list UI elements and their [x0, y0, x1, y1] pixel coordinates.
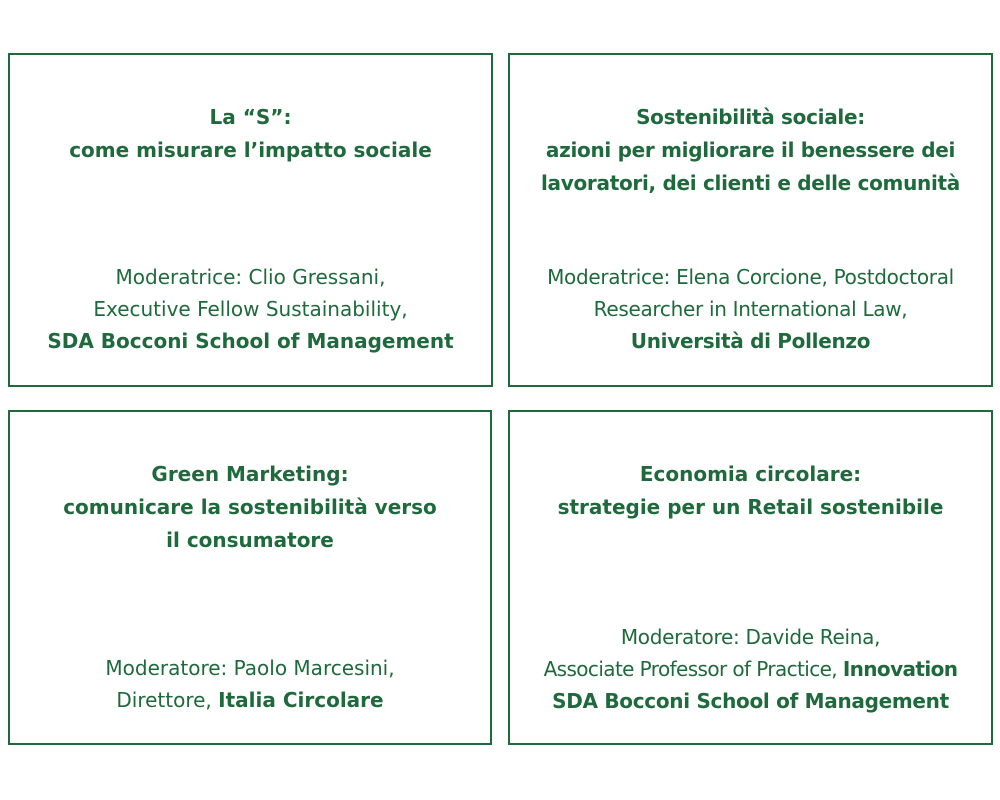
session-title-line: Green Marketing:: [151, 462, 349, 486]
session-title: [510, 458, 991, 524]
moderator-name: Moderatore: Davide Reina,: [620, 625, 881, 649]
moderator-department: Innovation: [842, 657, 958, 681]
moderator-role: Researcher in International Law,: [593, 297, 908, 321]
session-title-line: comunicare la sostenibilità verso: [63, 495, 437, 519]
moderator-organization: Università di Pollenzo: [630, 329, 871, 353]
moderator-role: Direttore,: [116, 688, 219, 712]
moderator-organization: Italia Circolare: [218, 688, 384, 712]
session-moderator: [10, 652, 490, 716]
session-title: [510, 101, 991, 200]
moderator-role: Associate Professor of Practice,: [543, 657, 843, 681]
session-title-line: il consumatore: [166, 528, 334, 552]
moderator-role-line: [10, 684, 490, 716]
moderator-organization: SDA Bocconi School of Management: [47, 329, 454, 353]
session-moderator: [510, 621, 991, 717]
moderator-name: Moderatore: Paolo Marcesini,: [105, 656, 395, 680]
session-title: [10, 101, 491, 167]
session-card-social-impact: [8, 53, 493, 387]
session-title-line: lavoratori, dei clienti e delle comunità: [541, 171, 960, 195]
moderator-role-line: [510, 653, 991, 685]
session-title-line: strategie per un Retail sostenibile: [557, 495, 944, 519]
session-moderator: [10, 261, 491, 357]
session-card-social-sustainability: [508, 53, 993, 387]
session-moderator: [510, 261, 991, 357]
moderator-organization: SDA Bocconi School of Management: [552, 689, 949, 713]
session-card-green-marketing: [8, 410, 492, 745]
session-title-line: Sostenibilità sociale:: [636, 105, 865, 129]
moderator-name: Moderatrice: Elena Corcione, Postdoctoral: [547, 265, 954, 289]
session-title-line: La “S”:: [209, 105, 292, 129]
session-title-line: come misurare l’impatto sociale: [69, 138, 432, 162]
moderator-role: Executive Fellow Sustainability,: [93, 297, 408, 321]
session-title-line: azioni per migliorare il benessere dei: [545, 138, 956, 162]
session-title: [10, 458, 490, 557]
session-title-line: Economia circolare:: [639, 462, 862, 486]
session-card-circular-economy: [508, 410, 993, 745]
moderator-name: Moderatrice: Clio Gressani,: [115, 265, 386, 289]
